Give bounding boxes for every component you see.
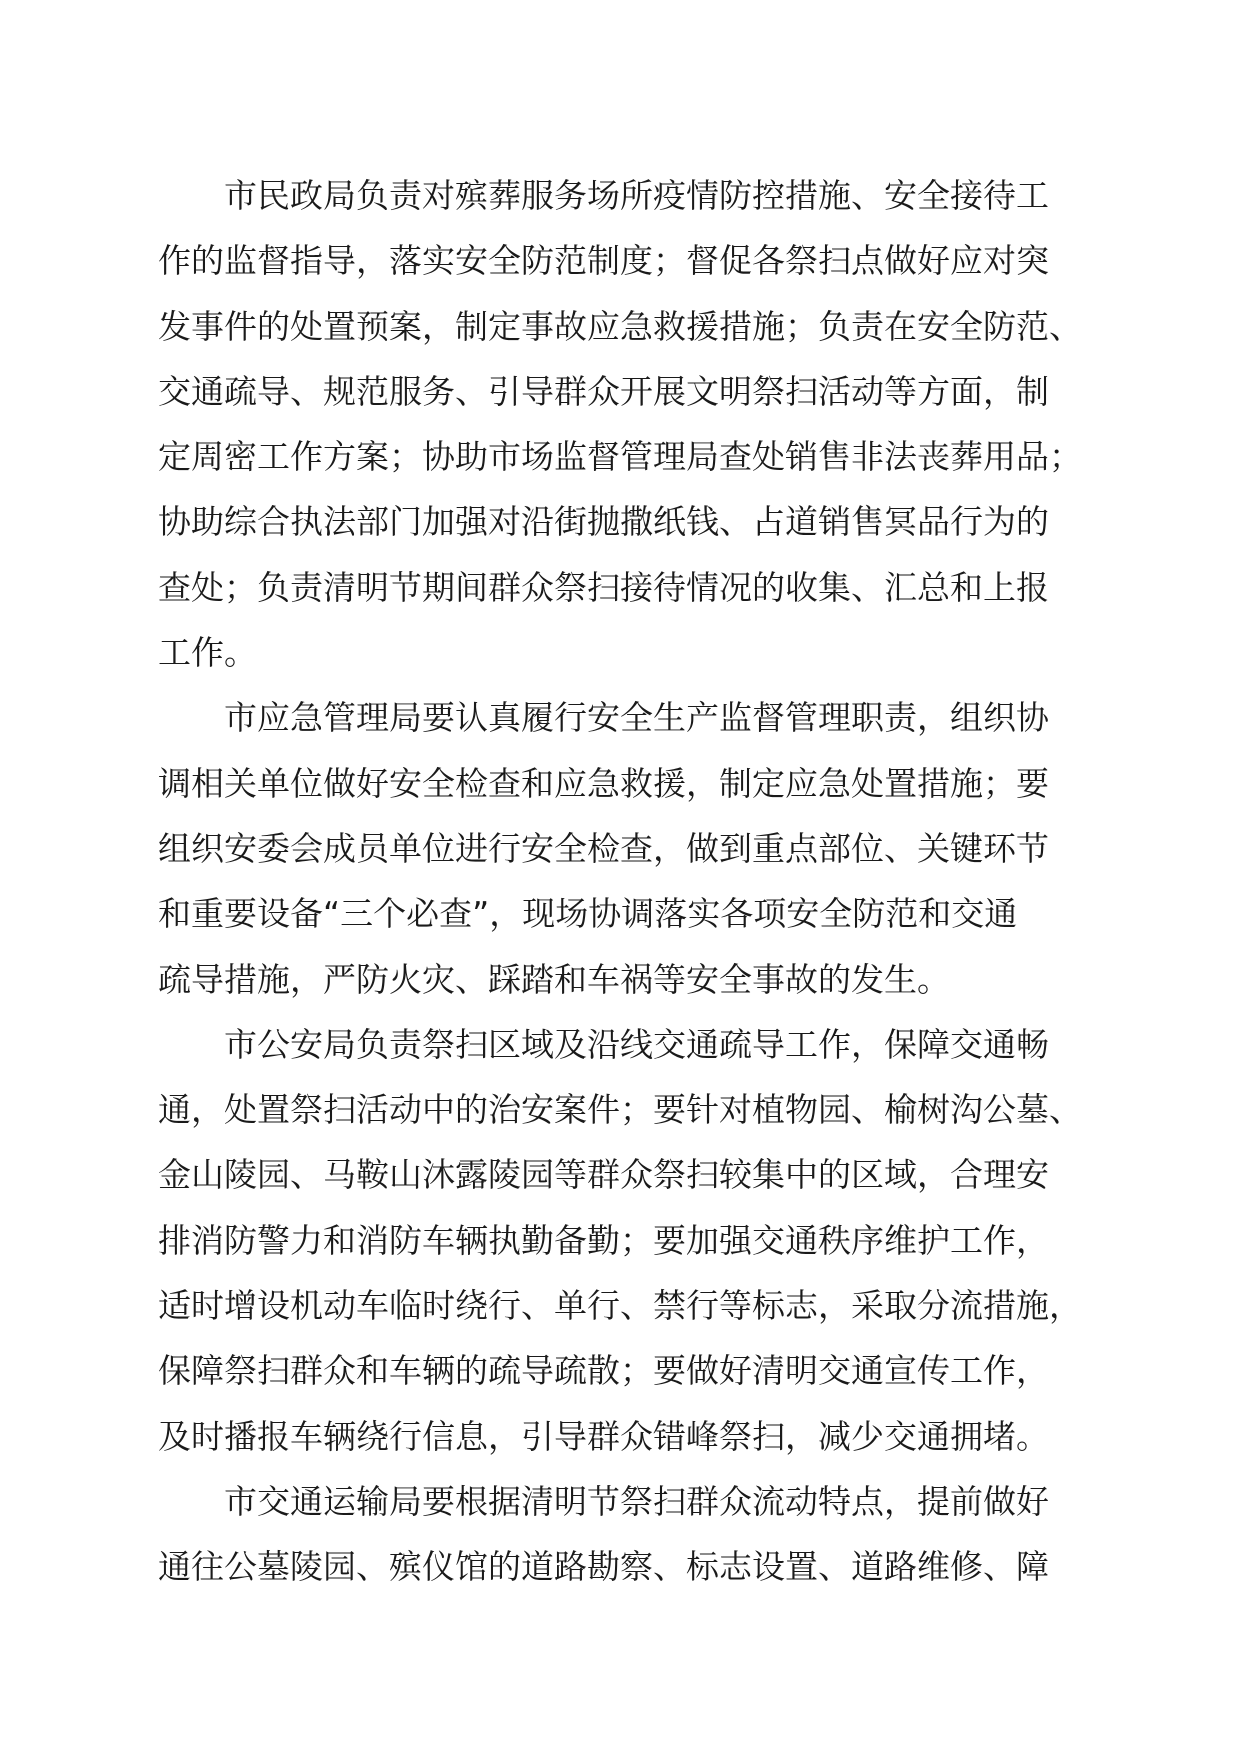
paragraph-civil-affairs (158, 163, 1118, 685)
paragraph-line: 查处；负责清明节期间群众祭扫接待情况的收集、汇总和上报 (158, 567, 1049, 607)
paragraph-line: 组织安委会成员单位进行安全检查，做到重点部位、关键环节 (158, 828, 1049, 868)
paragraph-line: 通往公墓陵园、殡仪馆的道路勘察、标志设置、道路维修、障 (158, 1547, 1049, 1587)
paragraph-line: 通，处置祭扫活动中的治安案件；要针对植物园、榆树沟公墓、 (158, 1090, 1082, 1130)
paragraph-public-security (158, 1012, 1118, 1469)
paragraph-line: 交通疏导、规范服务、引导群众开展文明祭扫活动等方面，制 (158, 371, 1049, 411)
paragraph-line: 作的监督指导，落实安全防范制度；督促各祭扫点做好应对突 (158, 241, 1049, 281)
paragraph-line: 定周密工作方案；协助市场监督管理局查处销售非法丧葬用品； (158, 437, 1082, 477)
paragraph-line: 调相关单位做好安全检查和应急救援，制定应急处置措施；要 (158, 763, 1049, 803)
paragraph-line: 及时播报车辆绕行信息，引导群众错峰祭扫，减少交通拥堵。 (158, 1416, 1049, 1456)
paragraph-line: 市交通运输局要根据清明节祭扫群众流动特点，提前做好 (224, 1481, 1049, 1521)
paragraph-transport (158, 1469, 1118, 1600)
paragraph-line: 和重要设备“三个必查”，现场协调落实各项安全防范和交通 (158, 894, 1018, 934)
document-body (158, 163, 1118, 1600)
paragraph-line: 疏导措施，严防火灾、踩踏和车祸等安全事故的发生。 (158, 959, 950, 999)
paragraph-line: 适时增设机动车临时绕行、单行、禁行等标志，采取分流措施， (158, 1286, 1082, 1326)
paragraph-line: 协助综合执法部门加强对沿街抛撒纸钱、占道销售冥品行为的 (158, 502, 1049, 542)
paragraph-line: 市民政局负责对殡葬服务场所疫情防控措施、安全接待工 (224, 176, 1049, 215)
paragraph-line: 工作。 (158, 633, 257, 673)
paragraph-line: 保障祭扫群众和车辆的疏导疏散；要做好清明交通宣传工作， (158, 1351, 1049, 1391)
paragraph-line: 市公安局负责祭扫区域及沿线交通疏导工作，保障交通畅 (224, 1024, 1049, 1064)
paragraph-line: 市应急管理局要认真履行安全生产监督管理职责，组织协 (224, 698, 1049, 738)
paragraph-line: 发事件的处置预案，制定事故应急救援措施；负责在安全防范、 (158, 306, 1082, 346)
paragraph-line: 排消防警力和消防车辆执勤备勤；要加强交通秩序维护工作， (158, 1220, 1049, 1260)
paragraph-line: 金山陵园、马鞍山沐露陵园等群众祭扫较集中的区域，合理安 (158, 1155, 1049, 1195)
paragraph-emergency-management (158, 685, 1118, 1011)
